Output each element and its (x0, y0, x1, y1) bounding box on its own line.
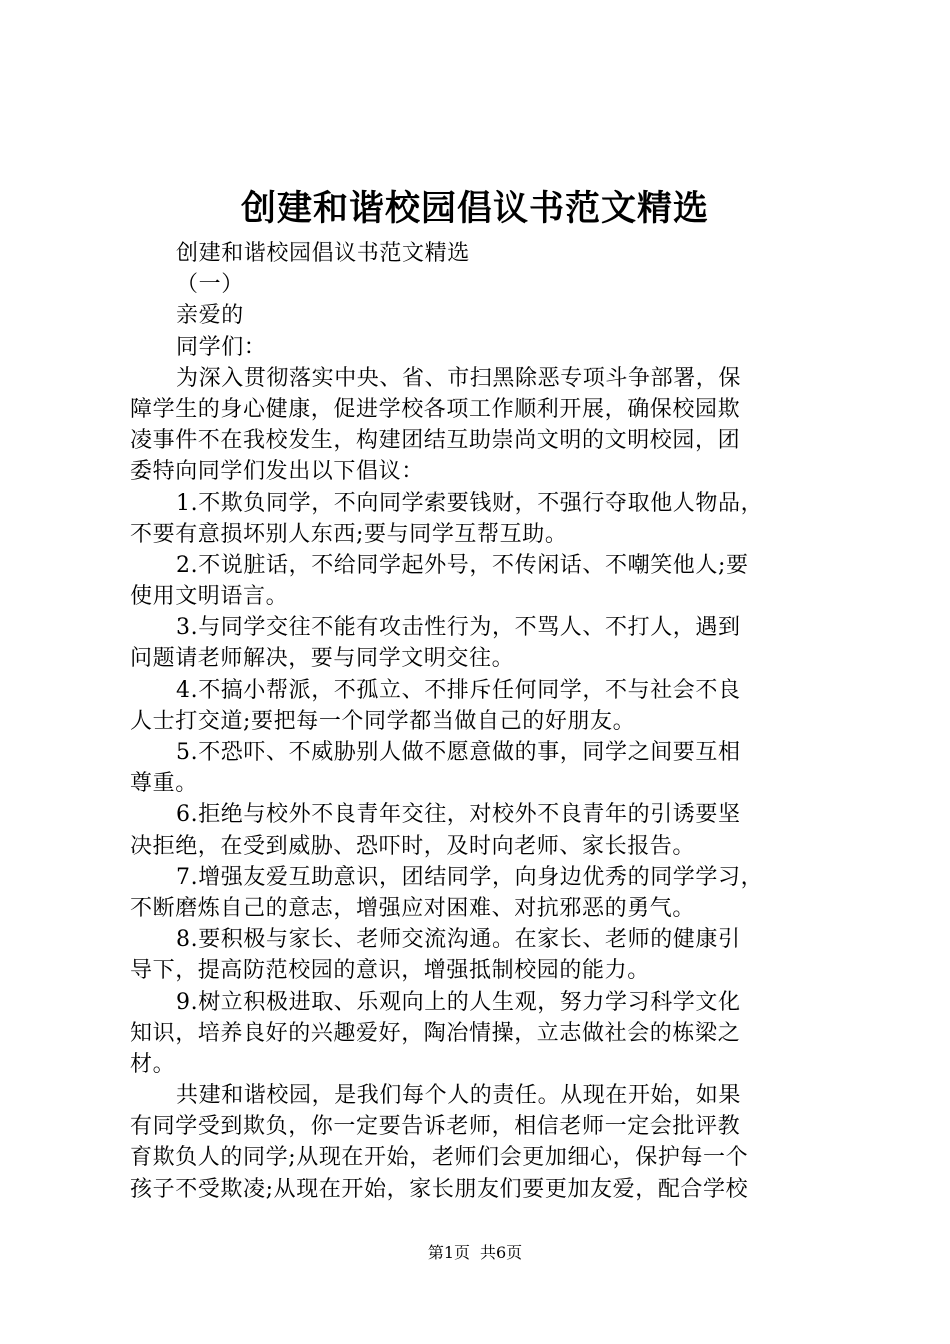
paragraph-line: 共建和谐校园，是我们每个人的责任。从现在开始，如果 (176, 1083, 742, 1109)
paragraph-line: 凌事件不在我校发生，构建团结互助崇尚文明的文明校园，团 (130, 428, 741, 454)
document-body (130, 238, 838, 1205)
page-number: 第1页 (427, 1243, 470, 1262)
paragraph-line: 障学生的身心健康，促进学校各项工作顺利开展，确保校园欺 (130, 396, 741, 422)
list-item-line: 尊重。 (130, 771, 198, 797)
list-item-line: 不断磨炼自己的意志，增强应对困难、对抗邪恶的勇气。 (130, 895, 696, 921)
list-item-line: 5.不恐吓、不威胁别人做不愿意做的事，同学之间要互相 (176, 740, 741, 765)
list-item-line: 9.树立积极进取、乐观向上的人生观，努力学习科学文化 (176, 989, 741, 1015)
list-item-line: 人士打交道;要把每一个同学都当做自己的好朋友。 (130, 708, 636, 734)
list-item-line: 3.与同学交往不能有攻击性行为，不骂人、不打人，遇到 (176, 615, 741, 641)
list-item-line: 8.要积极与家长、老师交流沟通。在家长、老师的健康引 (176, 927, 741, 953)
paragraph-line: 有同学受到欺负，你一定要告诉老师，相信老师一定会批评教 (130, 1114, 741, 1140)
salutation-line: 亲爱的 (176, 303, 244, 329)
list-item-line: 决拒绝，在受到威胁、恐吓时，及时向老师、家长报告。 (130, 833, 696, 859)
paragraph-line: 孩子不受欺凌;从现在开始，家长朋友们要更加友爱，配合学校 (130, 1176, 749, 1202)
list-item-line: 7.增强友爱互助意识，团结同学，向身边优秀的同学学习， (176, 864, 764, 890)
salutation-line: 同学们： (176, 334, 267, 360)
list-item-line: 6.拒绝与校外不良青年交往，对校外不良青年的引诱要坚 (176, 802, 741, 828)
list-item-line: 不要有意损坏别人东西;要与同学互帮互助。 (130, 521, 568, 547)
section-number: （一） (176, 272, 244, 298)
list-item-line: 4.不搞小帮派，不孤立、不排斥任何同学，不与社会不良 (176, 677, 741, 703)
subtitle-line: 创建和谐校园倡议书范文精选 (176, 241, 470, 266)
document-title: 创建和谐校园倡议书范文精选 (240, 188, 709, 229)
page-footer (0, 1242, 950, 1264)
list-item-line: 导下，提高防范校园的意识，增强抵制校园的能力。 (130, 958, 650, 984)
list-item-line: 1.不欺负同学，不向同学索要钱财，不强行夺取他人物品， (176, 490, 764, 516)
list-item-line: 材。 (130, 1051, 176, 1077)
paragraph-line: 育欺负人的同学;从现在开始，老师们会更加细心，保护每一个 (130, 1145, 749, 1171)
list-item-line: 使用文明语言。 (130, 584, 289, 610)
paragraph-line: 委特向同学们发出以下倡议： (130, 459, 424, 485)
paragraph-line: 为深入贯彻落实中央、省、市扫黑除恶专项斗争部署，保 (176, 365, 742, 391)
list-item-line: 2.不说脏话，不给同学起外号，不传闲话、不嘲笑他人;要 (176, 552, 749, 578)
page-total: 共6页 (480, 1243, 523, 1262)
list-item-line: 知识，培养良好的兴趣爱好，陶冶情操，立志做社会的栋梁之 (130, 1020, 741, 1046)
list-item-line: 问题请老师解决，要与同学文明交往。 (130, 646, 515, 672)
